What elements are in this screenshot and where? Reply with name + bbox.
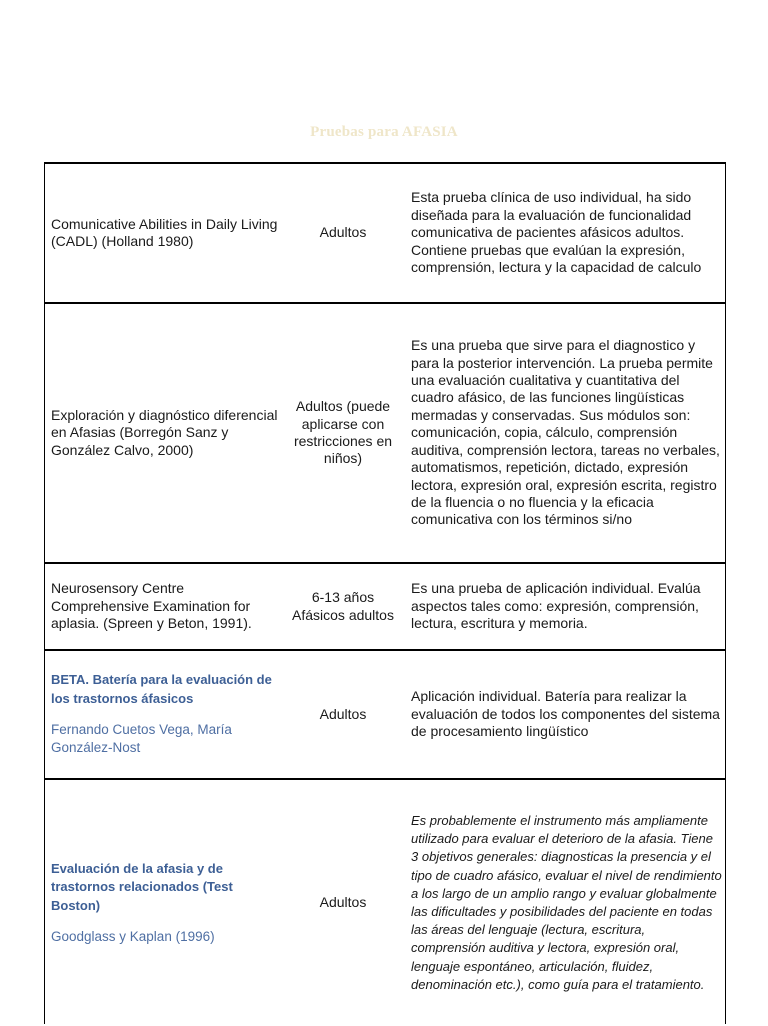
table-row xyxy=(45,564,725,651)
test-name-link[interactable]: Evaluación de la afasia y de trastornos relacionados (Test Boston) xyxy=(51,860,233,913)
test-population: 6-13 años Afásicos adultos xyxy=(292,589,394,623)
table-row xyxy=(45,164,725,304)
test-name: Neurosensory Centre Comprehensive Examination for aplasia. (Spreen y Beton, 1991). xyxy=(51,580,252,632)
table-row xyxy=(45,304,725,564)
test-population: Adultos (puede aplicarse con restricciones en niños) xyxy=(293,398,393,467)
document-title: Pruebas para AFASIA xyxy=(310,124,458,140)
test-name: Exploración y diagnóstico diferencial en Afasias (Borregón Sanz y González Calvo, 2000) xyxy=(51,406,278,458)
test-description: Aplicación individual. Batería para realizar la evaluación de todos los componentes del sistema de procesamiento lingüístico xyxy=(411,688,720,740)
test-name: Comunicative Abilities in Daily Living (CADL) (Holland 1980) xyxy=(51,215,278,249)
test-authors-link[interactable]: Fernando Cuetos Vega, María González-Nost xyxy=(51,721,232,756)
table-row xyxy=(45,780,725,1026)
table-row xyxy=(45,651,725,780)
test-authors-link[interactable]: Goodglass y Kaplan (1996) xyxy=(51,928,215,944)
test-description: Esta prueba clínica de uso individual, ha sido diseñada para la evaluación de funcionalidad comunicativa de pacientes afásicos adultos. Contiene pruebas que evalúan la expresión, comprensión, lectura y la capacidad de calculo xyxy=(411,189,702,276)
test-population: Adultos xyxy=(319,224,367,241)
test-name-link[interactable]: BETA. Batería para la evaluación de los trastornos áfasicos xyxy=(51,672,272,706)
test-description: Es una prueba que sirve para el diagnostico y para la posterior intervención. La prueba permite una evaluación cualitativa y cuantitativa del cuadro afásico, de las funciones lingüísticas mermadas y conservadas. Sus módulos son: comunicación, copia, cálculo, comprensión auditiva, comprensión lectora, tareas no verbales, automatismos, repetición, dictado, expresión lectora, expresión oral, expresión escrita, registro de la fluencia o no fluencia y la eficacia comunicativa con los términos si/no xyxy=(411,337,720,528)
test-population: Adultos xyxy=(319,705,367,722)
test-description: Es probablemente el instrumento más ampliamente utilizado para evaluar el deterioro de la afasia. Tiene 3 objetivos generales: diagnosticas la presencia y el tipo de cuadro afásico, evaluar el nivel de rendimiento a los largo de un amplio rango y evaluar globalmente las dificultades y posibilidades del paciente en todas las áreas del lenguaje (lectura, escritura, comprensión auditiva y lectora, expresión oral, lenguaje espontáneo, articulación, fluidez, denominación etc.), como guía para el tratamiento. xyxy=(411,812,722,992)
tests-table xyxy=(44,162,726,1024)
test-population: Adultos xyxy=(319,894,367,911)
test-description: Es una prueba de aplicación individual. Evalúa aspectos tales como: expresión, comprensión, lectura, escritura y memoria. xyxy=(411,580,701,632)
